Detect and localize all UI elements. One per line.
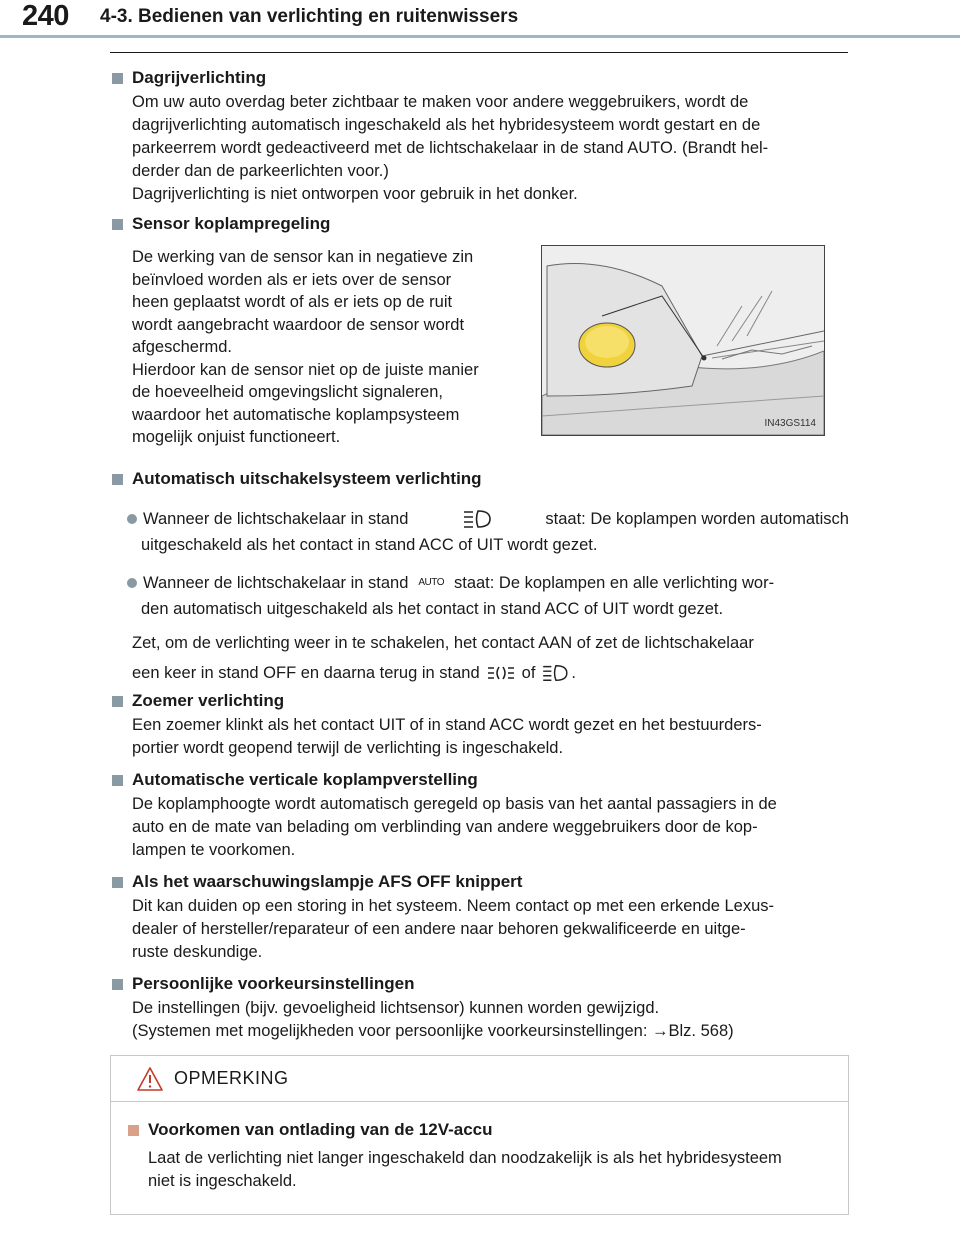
bullet-dot-icon bbox=[127, 514, 137, 524]
section-customization bbox=[110, 973, 848, 1043]
text-line: de hoeveelheid omgevingslicht signaleren, bbox=[132, 383, 443, 401]
section-heading bbox=[110, 769, 848, 791]
notice-heading bbox=[126, 1119, 836, 1141]
text-segment: . bbox=[571, 664, 576, 682]
section-body bbox=[132, 997, 848, 1043]
dashboard-sensor-drawing bbox=[542, 246, 824, 435]
section-title: Automatische verticale koplampverstelling bbox=[132, 770, 478, 789]
text-segment: Wanneer de lichtschakelaar in stand bbox=[143, 574, 409, 592]
section-body bbox=[132, 714, 848, 760]
text-line: portier wordt geopend terwijl de verlichting is ingeschakeld. bbox=[132, 739, 564, 757]
text-line: wordt aangebracht waardoor de sensor wordt bbox=[132, 315, 465, 334]
section-square-icon bbox=[112, 474, 123, 485]
section-square-icon bbox=[112, 73, 123, 84]
page-header bbox=[0, 0, 960, 40]
text-line: De werking van de sensor kan in negatieve zin bbox=[132, 248, 474, 266]
text-segment: Wanneer de lichtschakelaar in stand bbox=[143, 510, 409, 528]
text-line: waardoor het automatische koplampsysteem bbox=[132, 405, 460, 424]
text-line: ruste deskundige. bbox=[132, 943, 263, 961]
parking-light-icon bbox=[486, 663, 516, 683]
text-line: dealer of hersteller/reparateur of een andere naar behoren gekwalificeerde en uitge- bbox=[132, 920, 746, 938]
section-sensor bbox=[110, 213, 848, 235]
section-square-icon bbox=[112, 219, 123, 230]
text-line: dagrijverlichting automatisch ingeschakeld als het hybridesysteem wordt gestart en de bbox=[132, 116, 761, 134]
section-heading bbox=[110, 871, 848, 893]
text-line: Een zoemer klinkt als het contact UIT of in stand ACC wordt gezet en het bestuurders- bbox=[132, 716, 762, 734]
auto-off-note bbox=[110, 626, 848, 688]
notice-box bbox=[110, 1055, 849, 1215]
text-line: De koplamphoogte wordt automatisch geregeld op basis van het aantal passagiers in de bbox=[132, 795, 777, 813]
section-body bbox=[132, 793, 848, 862]
text-line: niet is ingeschakeld. bbox=[148, 1172, 297, 1190]
text-segment: staat: De koplampen en alle verlichting wor- bbox=[453, 574, 775, 592]
text-line: mogelijk onjuist functioneert. bbox=[132, 428, 341, 446]
notice-body bbox=[126, 1119, 836, 1193]
text-segment: een keer in stand OFF en daarna terug in stand bbox=[132, 664, 480, 682]
text-line: den automatisch uitgeschakeld als het contact in stand ACC of UIT wordt gezet. bbox=[141, 600, 724, 618]
section-drl bbox=[110, 67, 848, 206]
section-heading bbox=[110, 690, 848, 712]
section-buzzer bbox=[110, 690, 848, 760]
text-line bbox=[132, 658, 848, 688]
text-line: Hierdoor kan de sensor niet op de juiste manier bbox=[132, 360, 479, 379]
section-square-icon bbox=[112, 696, 123, 707]
sensor-illustration bbox=[541, 245, 825, 436]
section-square-icon bbox=[112, 877, 123, 888]
text-line: lampen te voorkomen. bbox=[132, 841, 296, 859]
text-line: Dagrijverlichting is niet ontworpen voor gebruik in het donker. bbox=[132, 185, 578, 203]
section-title: Automatisch uitschakelsysteem verlichting bbox=[132, 469, 482, 488]
text-line: afgeschermd. bbox=[132, 338, 232, 356]
text-line: Om uw auto overdag beter zichtbaar te maken voor andere weggebruikers, wordt de bbox=[132, 93, 749, 111]
notice-title: OPMERKING bbox=[174, 1068, 289, 1088]
notice-subtitle: Voorkomen van ontlading van de 12V-accu bbox=[148, 1120, 493, 1139]
text-segment: staat: De koplampen worden automatisch bbox=[545, 510, 849, 528]
bullet-headlamp-on bbox=[127, 506, 849, 558]
chapter-title: 4-3. Bedienen van verlichting en ruitenwissers bbox=[100, 6, 519, 27]
notice-header bbox=[111, 1056, 848, 1102]
text-line: heen geplaatst wordt of als er iets op de ruit bbox=[132, 293, 453, 311]
section-body bbox=[132, 895, 848, 964]
notice-text bbox=[148, 1147, 836, 1193]
section-heading bbox=[110, 973, 848, 995]
text-line: Dit kan duiden op een storing in het systeem. Neem contact op met een erkende Lexus- bbox=[132, 897, 775, 915]
section-title: Dagrijverlichting bbox=[132, 68, 267, 87]
section-title: Persoonlijke voorkeursinstellingen bbox=[132, 974, 415, 993]
section-title: Zoemer verlichting bbox=[132, 691, 285, 710]
bullet-dot-icon bbox=[127, 578, 137, 588]
text-line: Zet, om de verlichting weer in te schakelen, het contact AAN of zet de lichtschakelaar bbox=[132, 634, 754, 652]
sensor-body bbox=[132, 246, 518, 449]
section-square-icon bbox=[112, 775, 123, 786]
headlight-icon bbox=[541, 663, 569, 683]
headlight-icon bbox=[462, 508, 492, 530]
page-reference[interactable]: (Systemen met mogelijkheden voor persoonlijke voorkeursinstellingen: →Blz. 568) bbox=[132, 1022, 734, 1040]
section-body bbox=[132, 91, 848, 206]
notice-square-icon bbox=[128, 1125, 139, 1136]
text-line: parkeerrem wordt gedeactiveerd met de lichtschakelaar in de stand AUTO. (Brandt hel- bbox=[132, 139, 769, 157]
section-body bbox=[132, 628, 848, 688]
section-heading bbox=[110, 67, 848, 89]
section-heading bbox=[110, 213, 848, 235]
page-number: 240 bbox=[22, 0, 69, 32]
warning-triangle-icon bbox=[136, 1066, 164, 1092]
section-auto-off bbox=[110, 468, 848, 490]
text-segment: of bbox=[521, 664, 536, 682]
text-line: derder dan de parkeerlichten voor.) bbox=[132, 162, 389, 180]
text-line: beïnvloed worden als er iets over de sensor bbox=[132, 270, 452, 289]
section-leveling bbox=[110, 769, 848, 862]
section-title: Sensor koplampregeling bbox=[132, 214, 331, 233]
section-rule bbox=[110, 52, 848, 53]
section-title: Als het waarschuwingslampje AFS OFF knippert bbox=[132, 872, 523, 891]
section-afs bbox=[110, 871, 848, 964]
auto-icon: AUTO bbox=[418, 577, 444, 588]
header-rule bbox=[0, 35, 960, 38]
text-line: De instellingen (bijv. gevoeligheid lichtsensor) kunnen worden gewijzigd. bbox=[132, 999, 660, 1017]
section-heading bbox=[110, 468, 848, 490]
bullet-auto-mode bbox=[127, 570, 849, 622]
figure-id: IN43GS114 bbox=[764, 418, 816, 429]
text-line: auto en de mate van belading om verblinding van andere weggebruikers door de kop- bbox=[132, 818, 758, 836]
text-line: uitgeschakeld als het contact in stand ACC of UIT wordt gezet. bbox=[141, 536, 598, 554]
section-square-icon bbox=[112, 979, 123, 990]
text-line: Laat de verlichting niet langer ingeschakeld dan noodzakelijk is als het hybridesysteem bbox=[148, 1149, 782, 1167]
